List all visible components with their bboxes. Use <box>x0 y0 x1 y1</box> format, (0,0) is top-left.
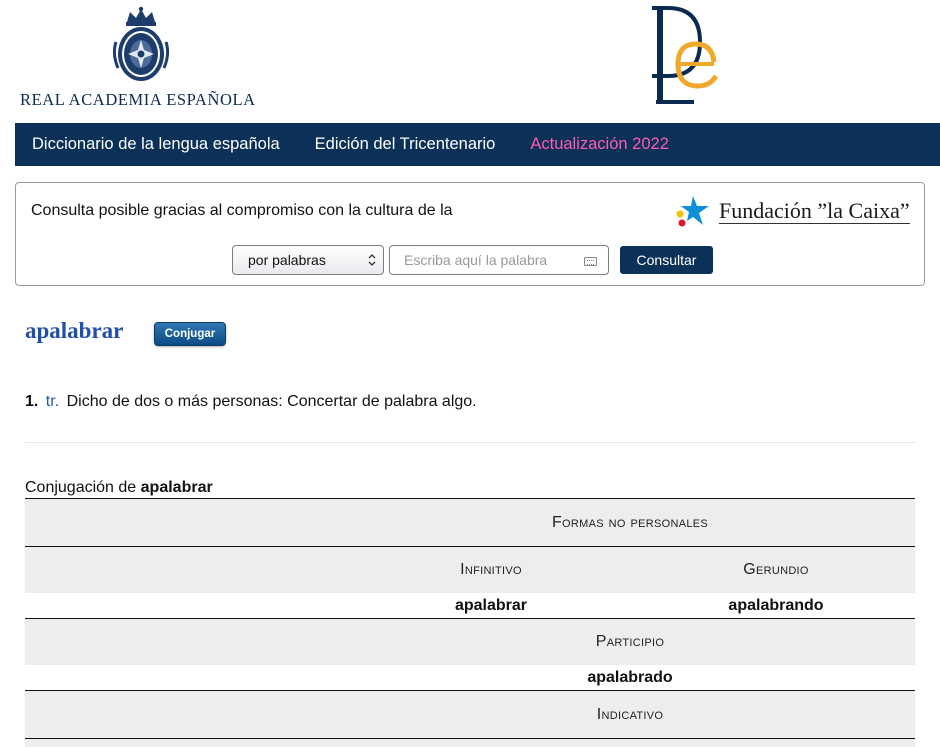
sense-definition: Dicho de dos o más personas: Concertar de palabra algo. <box>66 393 477 410</box>
nav-diccionario[interactable]: Diccionario de la lengua española <box>32 135 280 153</box>
row-inf-ger-values <box>25 593 915 618</box>
value-infinitivo: apalabrar <box>454 596 528 614</box>
header-formas-no-personales: Formas no personales <box>551 513 709 531</box>
dle-logo-icon[interactable] <box>638 2 722 110</box>
rae-logo[interactable] <box>20 6 265 110</box>
search-form <box>232 245 713 275</box>
sponsor-text: Consulta posible gracias al compromiso con la cultura de la <box>31 202 453 219</box>
label-gerundio: Gerundio <box>743 561 809 578</box>
rae-name: REAL ACADEMIA ESPAÑOLA <box>20 90 256 109</box>
row-indicativo-label <box>25 690 915 738</box>
divider <box>25 442 915 443</box>
value-gerundio: apalabrando <box>728 596 824 614</box>
sense-1 <box>25 393 477 411</box>
search-mode-value: por palabras <box>248 252 326 268</box>
search-mode-select[interactable] <box>232 245 384 275</box>
conjugation-caption <box>25 479 213 497</box>
row-participio-label <box>25 618 915 665</box>
nav-actualizacion[interactable]: Actualización 2022 <box>530 135 669 153</box>
conjugar-button[interactable]: Conjugar <box>154 322 226 346</box>
caption-word: apalabrar <box>140 479 213 496</box>
label-participio: Participio <box>595 633 665 650</box>
caixa-star-icon <box>671 194 711 228</box>
chevron-updown-icon <box>367 253 377 267</box>
value-participio: apalabrado <box>587 668 673 686</box>
row-inf-ger-labels <box>25 546 915 593</box>
la-caixa-logo[interactable] <box>671 193 916 229</box>
main-nav <box>15 123 940 166</box>
search-panel <box>15 182 925 286</box>
rae-crest-icon <box>110 6 172 86</box>
label-indicativo: Indicativo <box>596 705 664 723</box>
search-input[interactable] <box>389 245 609 275</box>
nav-tricentenario[interactable]: Edición del Tricentenario <box>314 135 496 153</box>
caption-prefix: Conjugación de <box>25 479 137 496</box>
search-input-wrap <box>384 245 609 275</box>
headword: apalabrar <box>25 318 124 343</box>
row-indicativo-next <box>25 738 915 747</box>
conjugation-table <box>25 498 915 747</box>
row-formas-no-personales <box>25 498 915 546</box>
site-header <box>0 0 940 122</box>
consultar-button[interactable]: Consultar <box>620 246 713 274</box>
sense-abbr-link[interactable]: tr. <box>45 393 60 410</box>
label-infinitivo: Infinitivo <box>460 561 522 578</box>
sense-number: 1. <box>25 393 39 410</box>
sponsor-name: Fundación ”la Caixa” <box>719 197 910 223</box>
keyboard-icon[interactable] <box>584 257 597 266</box>
row-participio-value <box>25 665 915 690</box>
